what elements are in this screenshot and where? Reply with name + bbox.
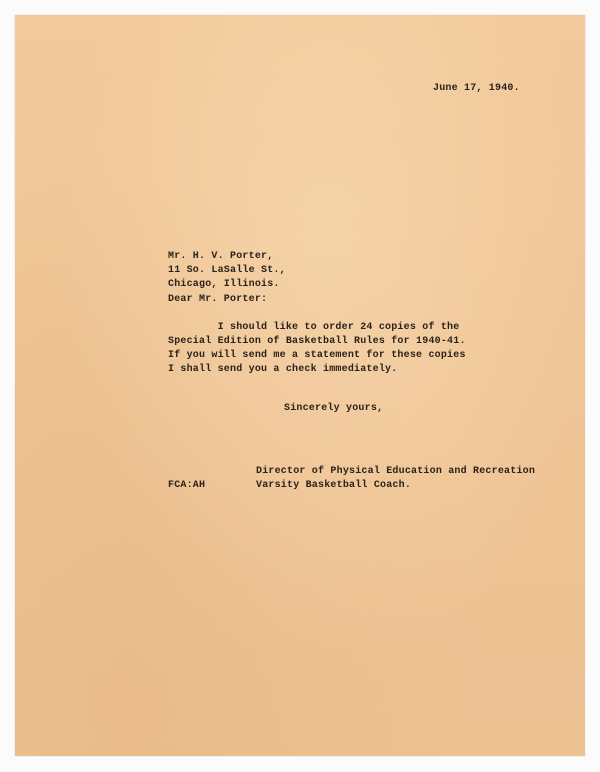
body-line: Special Edition of Basketball Rules for 1940-41. <box>168 336 466 347</box>
recipient-address <box>168 250 286 292</box>
signature-title-line-2: Varsity Basketball Coach. <box>256 480 412 491</box>
letter-page <box>15 15 585 756</box>
body-line: If you will send me a statement for these copies <box>168 350 466 361</box>
salutation: Dear Mr. Porter: <box>168 294 268 305</box>
typist-initials: FCA:AH <box>168 480 206 491</box>
closing: Sincerely yours, <box>284 403 384 414</box>
recipient-line-3: Chicago, Illinois. <box>168 279 280 290</box>
recipient-line-2: 11 So. LaSalle St., <box>168 265 286 276</box>
signature-title-line-1: Director of Physical Education and Recreation <box>256 466 536 477</box>
letter-date: June 17, 1940. <box>433 83 520 94</box>
body-line: I should like to order 24 copies of the <box>168 322 460 333</box>
signature-block <box>256 465 535 493</box>
recipient-line-1: Mr. H. V. Porter, <box>168 251 274 262</box>
letter-body <box>168 321 466 377</box>
body-line: I shall send you a check immediately. <box>168 364 398 375</box>
